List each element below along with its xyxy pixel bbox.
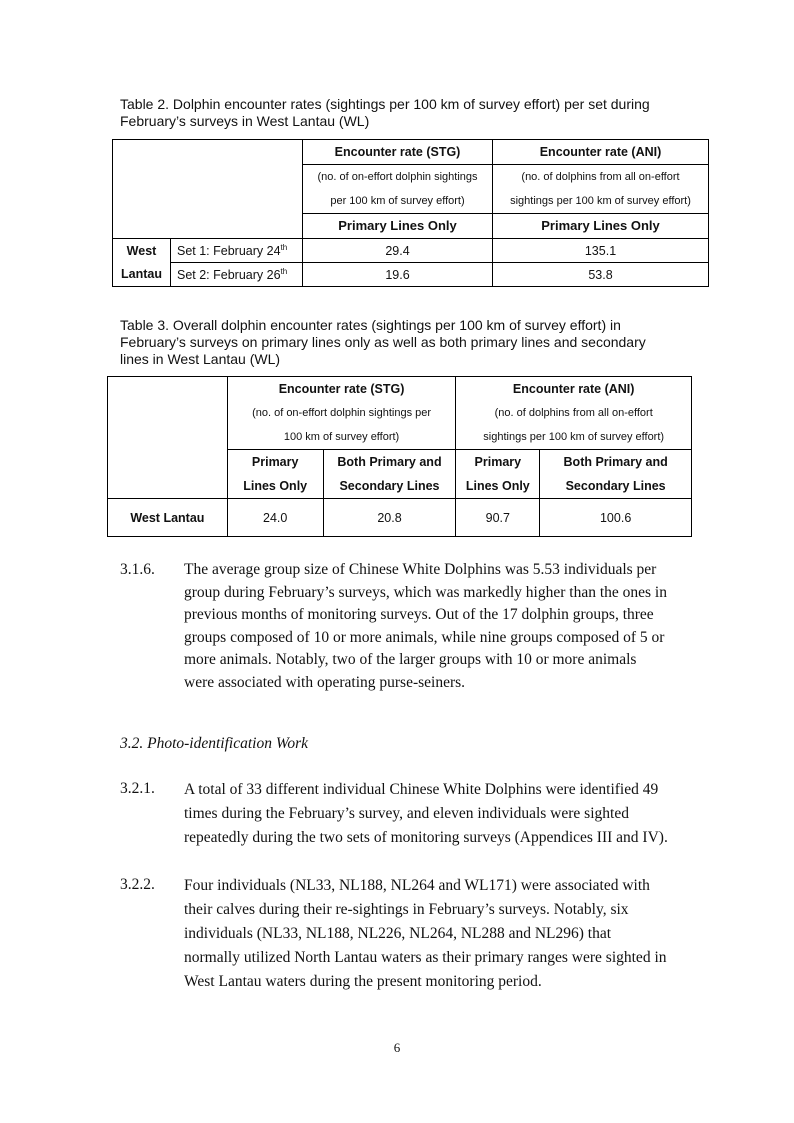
table2-ani-title: Encounter rate (ANI) <box>539 145 662 159</box>
table3-ani-both-value: 100.6 <box>540 499 692 537</box>
table2-ani-value: 135.1 <box>493 239 709 263</box>
table2-ani-header <box>493 140 709 165</box>
table3-stg-primary-label: Primary <box>227 450 323 475</box>
paragraph-line: group during February’s surveys, which was markedly higher than the ones in <box>184 583 667 601</box>
paragraph-line: individuals (NL33, NL188, NL226, NL264, NL288 and NL296) that <box>184 925 612 942</box>
table2-caption-line: Table 2. Dolphin encounter rates (sightings per 100 km of survey effort) per set during <box>120 96 650 112</box>
table2-ani-note <box>493 165 709 190</box>
table3-stg-both-label: Secondary Lines <box>323 474 456 499</box>
table3-ani-both-label: Both Primary and <box>540 450 692 475</box>
table2-caption-line: February’s surveys in West Lantau (WL) <box>120 113 370 129</box>
table3-ani-header <box>456 377 692 450</box>
table2-stg-value: 29.4 <box>303 239 493 263</box>
table2-ani-primary-label: Primary Lines Only <box>493 214 709 239</box>
paragraph-line: repeatedly during the two sets of monitoring surveys (Appendices III and IV). <box>184 829 668 846</box>
table3-caption-line: Table 3. Overall dolphin encounter rates (sightings per 100 km of survey effort) in <box>120 317 621 333</box>
table3-stg-both-label: Both Primary and <box>323 450 456 475</box>
paragraph-number: 3.2.2. <box>120 876 155 893</box>
section-heading: 3.2. Photo-identification Work <box>120 735 308 752</box>
table3-stg-header <box>227 377 456 450</box>
table3-ani-primary-value: 90.7 <box>456 499 540 537</box>
table3-ani-both-label: Secondary Lines <box>540 474 692 499</box>
paragraph-line: West Lantau waters during the present monitoring period. <box>184 973 542 990</box>
paragraph-line: previous months of monitoring surveys. Out of the 17 dolphin groups, three <box>184 606 654 623</box>
table2-stg-title: Encounter rate (STG) <box>334 145 461 159</box>
page-number: 6 <box>393 1040 401 1055</box>
table2-caption <box>120 96 710 130</box>
paragraph-3-2-1 <box>120 778 700 850</box>
table2-stg-note-line: per 100 km of survey effort) <box>330 195 465 207</box>
paragraph-line: A total of 33 different individual Chinese White Dolphins were identified 49 <box>184 781 659 798</box>
paragraph-3-1-6 <box>120 559 700 691</box>
table2-set-label: Set 1: February 24 <box>177 244 281 259</box>
table3-ani-note-line: (no. of dolphins from all on-effort <box>494 407 653 419</box>
table2-site-cell: West <box>113 239 171 263</box>
table3-stg-title: Encounter rate (STG) <box>278 382 405 396</box>
table3-caption-line: lines in West Lantau (WL) <box>120 351 281 367</box>
table2-stg-note-line: (no. of on-effort dolphin sightings <box>317 171 478 183</box>
paragraph-body <box>184 559 667 694</box>
paragraph-line: The average group size of Chinese White Dolphins was 5.53 individuals per <box>184 561 657 578</box>
table2-stg-value: 19.6 <box>303 263 493 287</box>
paragraph-line: times during the February’s survey, and eleven individuals were sighted <box>184 805 629 822</box>
paragraph-number: 3.2.1. <box>120 780 155 797</box>
paragraph-line: normally utilized North Lantau waters as their primary ranges were sighted in <box>184 949 667 966</box>
paragraph-line: more animals. Notably, two of the larger groups with 10 or more animals <box>184 651 637 668</box>
paragraph-body <box>184 778 668 850</box>
table2-set-label: Set 2: February 26 <box>177 268 281 283</box>
table2-stg-header <box>303 140 493 165</box>
paragraph-line: groups composed of 10 or more animals, while nine groups composed of 5 or <box>184 628 665 646</box>
table2-set-suffix: th <box>280 266 288 276</box>
table2-ani-note-line: (no. of dolphins from all on-effort <box>521 171 680 183</box>
table3-caption-line: February’s surveys on primary lines only as well as both primary lines and secondary <box>120 334 646 350</box>
table3-stg-note-line: 100 km of survey effort) <box>283 431 400 443</box>
table3-caption <box>120 317 700 368</box>
table3-stg-both-value: 20.8 <box>323 499 456 537</box>
table3-corner-cell <box>108 377 228 499</box>
table3-ani-note-line: sightings per 100 km of survey effort) <box>483 431 665 443</box>
table3-row-label: West Lantau <box>108 499 228 537</box>
table2-stg-primary-label: Primary Lines Only <box>303 214 493 239</box>
table2-row-label <box>171 239 303 263</box>
table2 <box>112 139 709 287</box>
table3-ani-title: Encounter rate (ANI) <box>512 382 635 396</box>
table2-ani-value: 53.8 <box>493 263 709 287</box>
table2-row-label <box>171 263 303 287</box>
paragraph-line: were associated with operating purse-seiners. <box>184 673 466 691</box>
table3 <box>107 376 692 537</box>
paragraph-line: their calves during their re-sightings in February’s surveys. Notably, six <box>184 901 629 918</box>
table2-corner-cell <box>113 140 303 239</box>
table2-stg-note <box>303 189 493 214</box>
table3-ani-primary-label: Primary <box>456 450 540 475</box>
table3-stg-primary-label: Lines Only <box>227 474 323 499</box>
table3-ani-primary-label: Lines Only <box>456 474 540 499</box>
paragraph-line: Four individuals (NL33, NL188, NL264 and WL171) were associated with <box>184 877 650 894</box>
table2-set-suffix: th <box>280 242 288 252</box>
table2-ani-note <box>493 189 709 214</box>
paragraph-body <box>184 874 667 994</box>
paragraph-number: 3.1.6. <box>120 561 155 578</box>
table3-stg-note-line: (no. of on-effort dolphin sightings per <box>252 407 432 419</box>
table2-site-cell: Lantau <box>113 263 171 287</box>
table3-stg-primary-value: 24.0 <box>227 499 323 537</box>
table2-ani-note-line: sightings per 100 km of survey effort) <box>510 195 691 207</box>
table2-stg-note <box>303 165 493 190</box>
paragraph-3-2-2 <box>120 874 700 990</box>
